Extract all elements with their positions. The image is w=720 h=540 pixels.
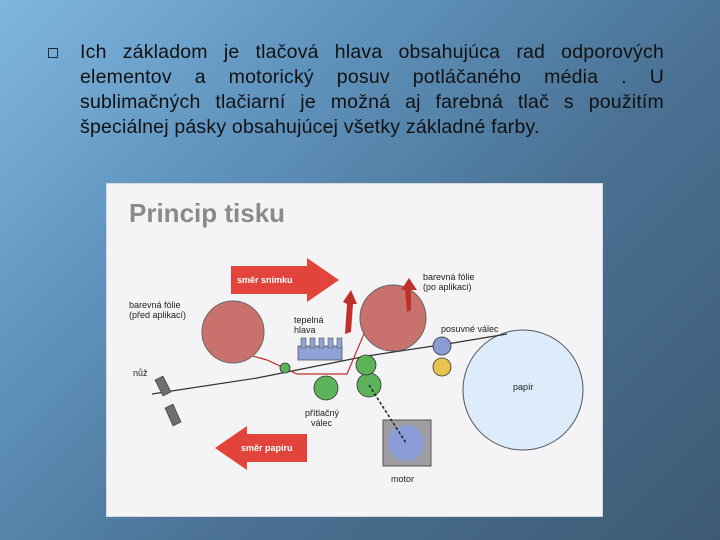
pressure-roller-top (356, 355, 376, 375)
label-pressure-roller-1: přítlačný (305, 408, 340, 418)
label-foil-after-1: barevná fólie (423, 272, 475, 282)
label-foil-before-2: (před aplikací) (129, 310, 187, 320)
figure-title: Princip tisku (129, 198, 286, 228)
printing-diagram (107, 184, 602, 516)
thermal-head (298, 338, 342, 360)
feed-roller-top (433, 337, 451, 355)
pressure-roller-left (314, 376, 338, 400)
arrow-label-paper: směr papíru (241, 443, 293, 453)
label-knife: nůž (133, 368, 148, 378)
label-foil-after-2: (po aplikaci) (423, 282, 472, 292)
label-pressure-roller-2: válec (311, 418, 333, 428)
knife-lower (165, 404, 181, 426)
label-head-1: tepelná (294, 315, 324, 325)
label-foil-before-1: barevná fólie (129, 300, 181, 310)
label-motor: motor (391, 474, 415, 484)
feed-roller-bottom (433, 358, 451, 376)
foil-roll-before (202, 301, 264, 363)
foil-roll-after (360, 285, 426, 351)
bullet-text: Ich základom je tlačová hlava obsahujúca rad odporových elementov a motorický posuv potláčaného média . U sublimačných tlačiarní je možná aj farebná tlač s použitím špeciálnej pásky obsahujúcej všetky základné farby. (80, 41, 664, 138)
label-feed-roller: posuvné válec (441, 324, 499, 334)
square-bullet-icon (48, 48, 58, 58)
pointer-arrow-head (343, 290, 357, 334)
label-head-2: hlava (294, 325, 316, 335)
printing-principle-figure (106, 183, 603, 517)
small-roller (280, 363, 290, 373)
arrow-label-film: směr snímku (237, 275, 293, 285)
label-paper: papír (513, 382, 534, 392)
